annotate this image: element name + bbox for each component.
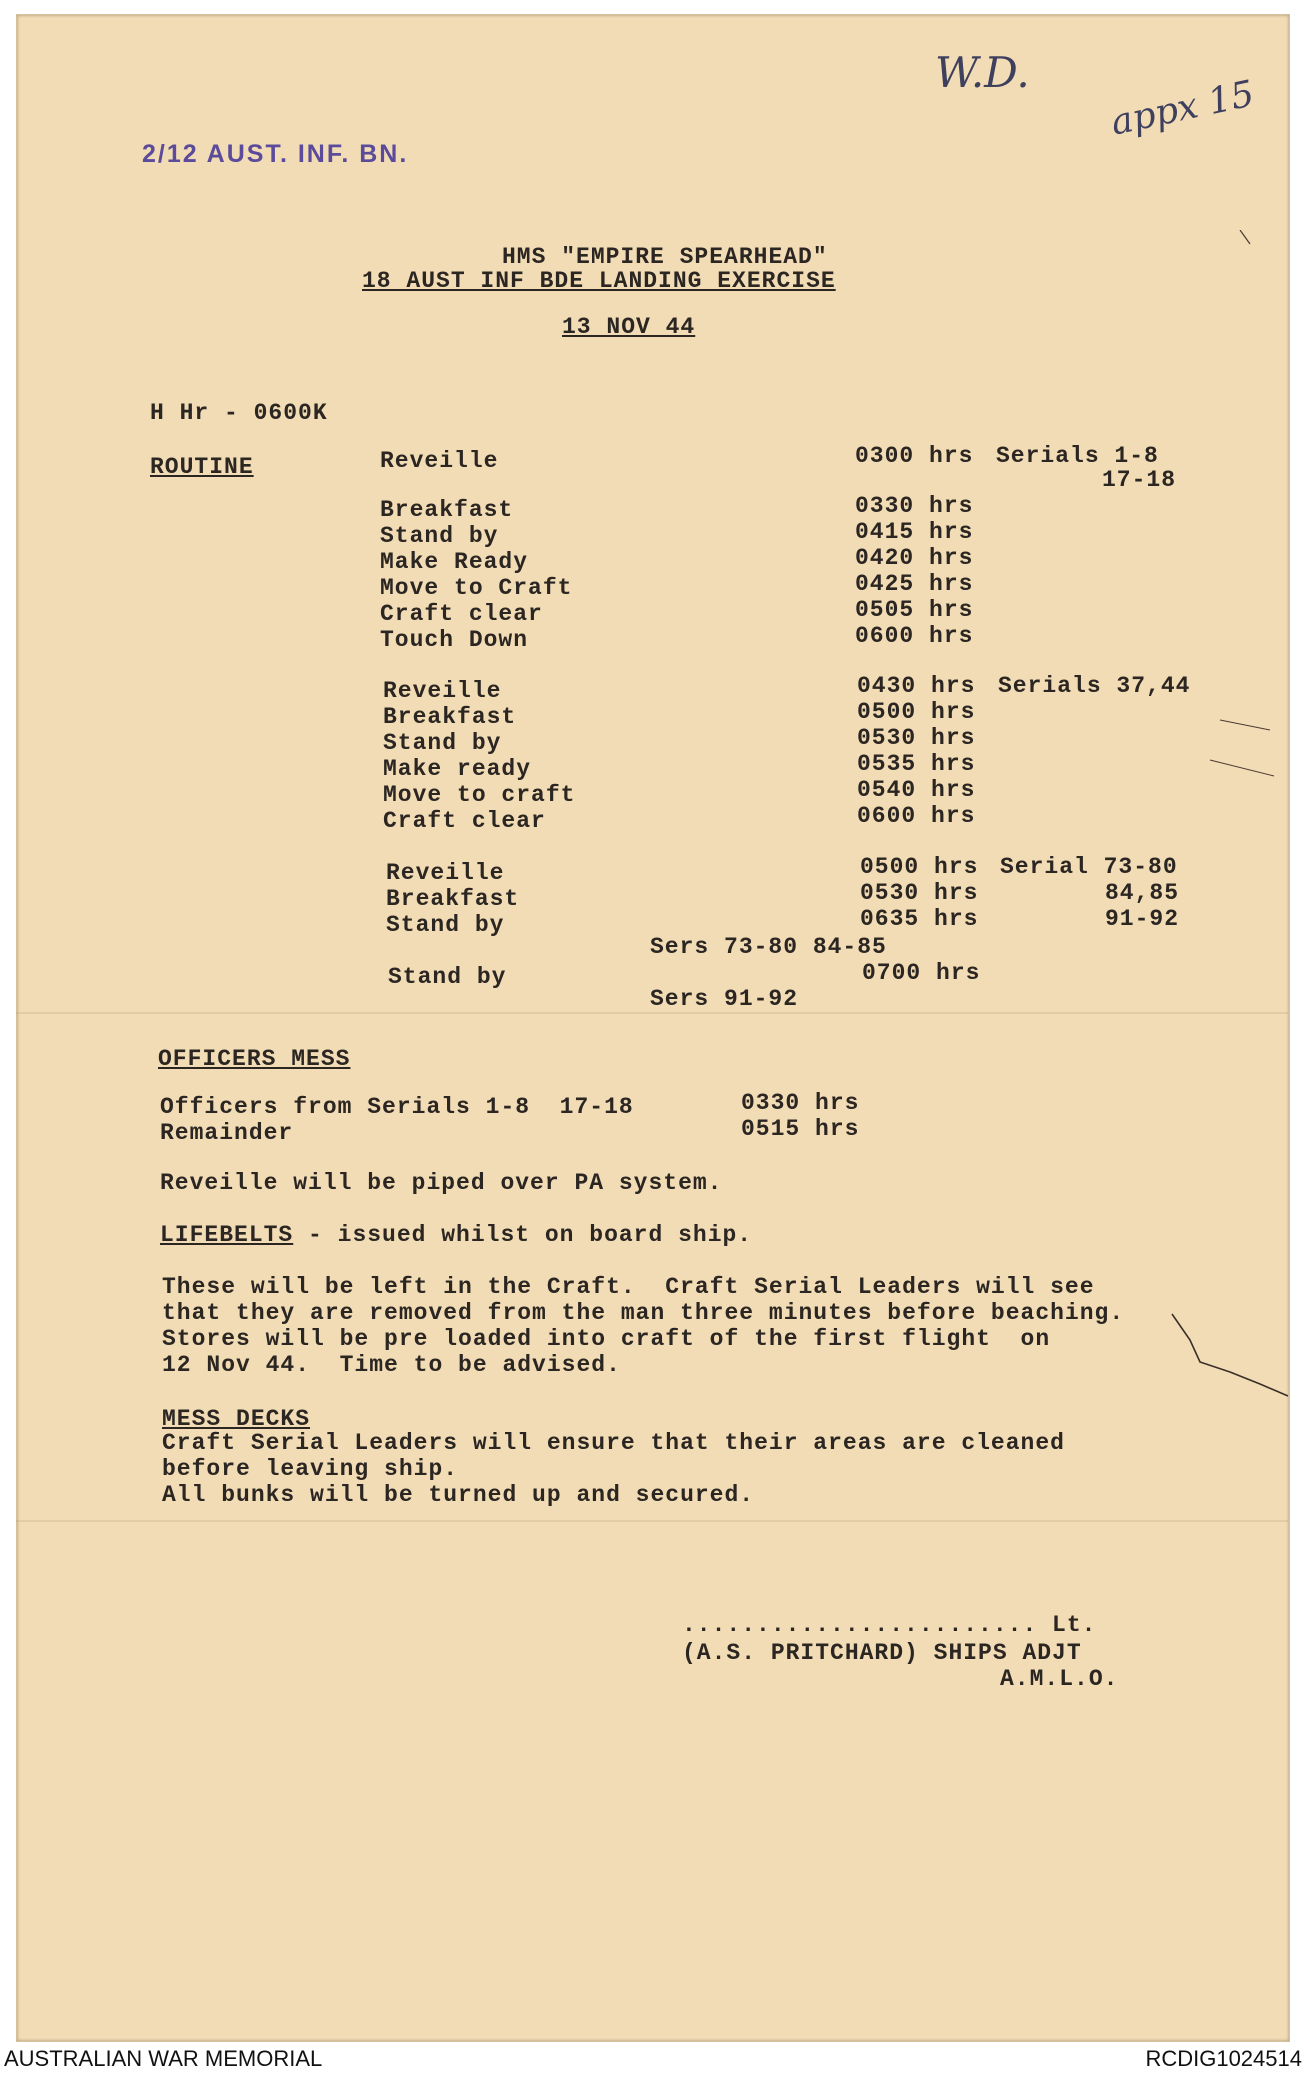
routine-item: Move to Craft <box>380 575 573 601</box>
document-subtitle: 18 AUST INF BDE LANDING EXERCISE <box>362 268 836 294</box>
mess-decks-line: before leaving ship. <box>162 1456 459 1482</box>
routine-time: 0600 hrs <box>855 623 974 649</box>
handwritten-wd: W.D. <box>935 48 1030 97</box>
serials: 17-18 <box>1102 467 1177 493</box>
routine-time: 0540 hrs <box>857 777 976 803</box>
document-date: 13 NOV 44 <box>562 314 696 340</box>
routine-time: 0635 hrs <box>860 906 979 932</box>
fold-line <box>16 1012 1288 1014</box>
routine-time: 0500 hrs <box>860 854 979 880</box>
signature-name: (A.S. PRITCHARD) SHIPS ADJT <box>682 1640 1082 1666</box>
lifebelts-heading: LIFEBELTS <box>160 1222 294 1248</box>
routine-heading: ROUTINE <box>150 454 254 480</box>
routine-time: 0425 hrs <box>855 571 974 597</box>
routine-time: 0600 hrs <box>857 803 976 829</box>
paper-tear-marks <box>1200 230 1280 790</box>
officers-mess-line: Officers from Serials 1-8 17-18 <box>160 1094 634 1120</box>
routine-item: Breakfast <box>383 704 517 730</box>
officers-mess-time: 0330 hrs <box>741 1090 860 1116</box>
routine-item: Reveille <box>383 678 502 704</box>
routine-time: 0330 hrs <box>855 493 974 519</box>
officers-mess-time: 0515 hrs <box>741 1116 860 1142</box>
routine-item: Touch Down <box>380 627 529 653</box>
signature-line: ........................ Lt. <box>682 1612 1097 1638</box>
routine-time: 0430 hrs <box>857 673 976 699</box>
routine-item: Stand by <box>388 964 507 990</box>
paper-crack <box>1170 1310 1290 1400</box>
routine-time: 0700 hrs <box>862 960 981 986</box>
routine-time: 0505 hrs <box>855 597 974 623</box>
lifebelts-para: that they are removed from the man three minutes before beaching. <box>162 1300 1125 1326</box>
lifebelts-para: Stores will be pre loaded into craft of the first flight on <box>162 1326 1051 1352</box>
serials: 91-92 <box>1105 906 1180 932</box>
routine-time: 0530 hrs <box>857 725 976 751</box>
routine-item: Craft clear <box>380 601 543 627</box>
routine-item: Stand by <box>380 523 499 549</box>
routine-time: 0530 hrs <box>860 880 979 906</box>
routine-time: 0300 hrs <box>855 443 974 469</box>
routine-item: Make ready <box>383 756 532 782</box>
footer-source: AUSTRALIAN WAR MEMORIAL <box>4 2046 323 2071</box>
routine-item: Breakfast <box>380 497 514 523</box>
routine-item: Craft clear <box>383 808 546 834</box>
lifebelts-note: - issued whilst on board ship. <box>293 1222 753 1248</box>
reveille-note: Reveille will be piped over PA system. <box>160 1170 723 1196</box>
fold-line <box>16 1520 1288 1522</box>
routine-item: Stand by <box>386 912 505 938</box>
routine-time: 0415 hrs <box>855 519 974 545</box>
routine-item: Breakfast <box>386 886 520 912</box>
footer-id: RCDIG1024514 <box>1145 2046 1302 2071</box>
routine-time: 0420 hrs <box>855 545 974 571</box>
document-title: HMS "EMPIRE SPEARHEAD" <box>502 244 828 270</box>
handwritten-appendix: appx 15 <box>1107 73 1258 144</box>
mess-decks-line: Craft Serial Leaders will ensure that their areas are cleaned <box>162 1430 1065 1456</box>
officers-mess-heading: OFFICERS MESS <box>158 1046 351 1072</box>
officers-mess-line: Remainder <box>160 1120 294 1146</box>
unit-stamp: 2/12 AUST. INF. BN. <box>142 140 409 168</box>
routine-item: Make Ready <box>380 549 529 575</box>
lifebelts-para: These will be left in the Craft. Craft Serial Leaders will see <box>162 1274 1095 1300</box>
routine-time: 0535 hrs <box>857 751 976 777</box>
routine-item: Move to craft <box>383 782 576 808</box>
routine-item: Stand by <box>383 730 502 756</box>
signature-role: A.M.L.O. <box>1000 1666 1119 1692</box>
serials: Serials 37,44 <box>998 673 1191 699</box>
routine-item: Reveille <box>386 860 505 886</box>
serials: Sers 91-92 <box>650 986 799 1012</box>
mess-decks-line: All bunks will be turned up and secured. <box>162 1482 755 1508</box>
h-hour: H Hr - 0600K <box>150 400 328 426</box>
lifebelts-para: 12 Nov 44. Time to be advised. <box>162 1352 621 1378</box>
serials: 84,85 <box>1105 880 1180 906</box>
routine-time: 0500 hrs <box>857 699 976 725</box>
routine-item: Reveille <box>380 448 499 474</box>
serials: Serial 73-80 <box>1000 854 1178 880</box>
serials: Sers 73-80 84-85 <box>650 934 887 960</box>
mess-decks-heading: MESS DECKS <box>162 1406 311 1432</box>
serials: Serials 1-8 <box>996 443 1159 469</box>
lifebelts-line <box>160 1222 752 1248</box>
